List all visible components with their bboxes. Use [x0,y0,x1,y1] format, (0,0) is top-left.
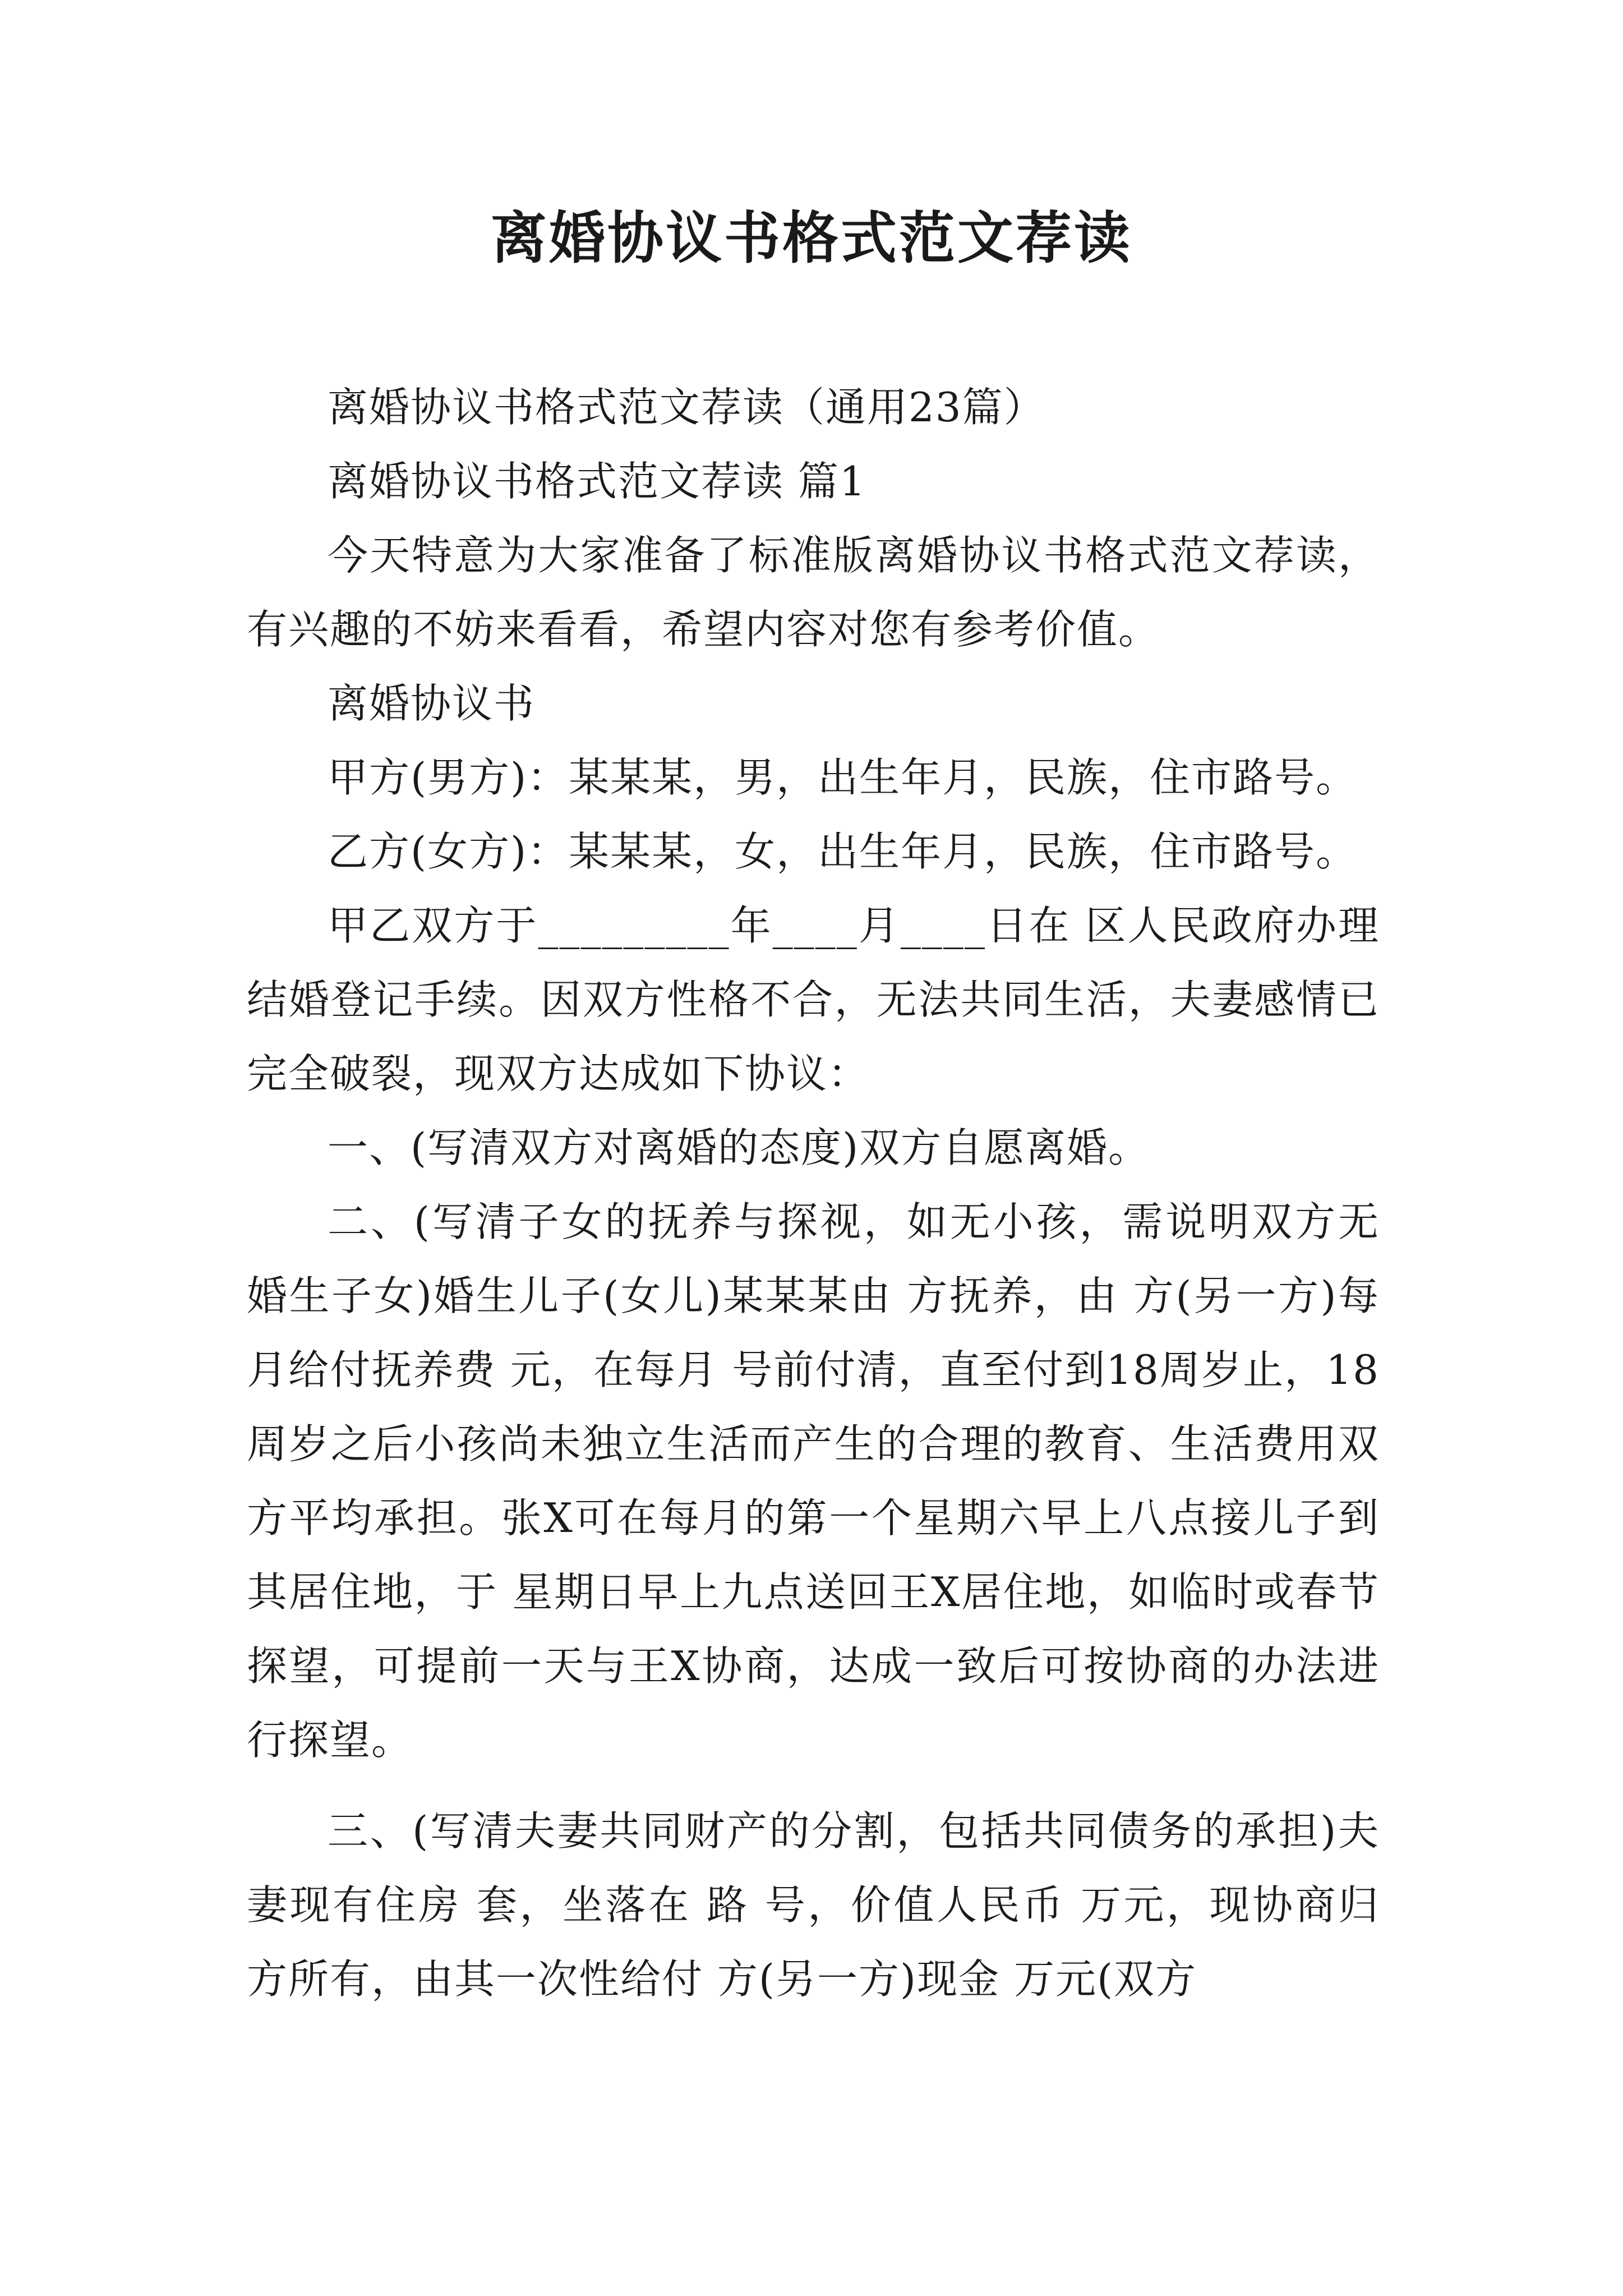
paragraph-clause-3: 三、(写清夫妻共同财产的分割，包括共同债务的承担)夫妻现有住房 套，坐落在 路 号，价值人民币 万元，现协商归 方所有，由其一次性给付 方(另一方)现金 万元(双方 [247,1807,1380,2003]
paragraph-clause-2: 二、(写清子女的抚养与探视，如无小孩，需说明双方无婚生子女)婚生儿子(女儿)某某某由 方抚养，由 方(另一方)每月给付抚养费 元，在每月 号前付清，直至付到18周岁止，18 周岁之后小孩尚未独立生活而产生的合理的教育、生活费用双方平均承担。张X可在每月的第一个星期六早上八点接儿子到其居住地，于 星期日早上九点送回王X居住地，如临时或春节探望，可提前一天与王X协商，达成一致后可按协商的办法进行探望。 [247,1198,1380,1764]
paragraph-marriage-registration: 甲乙双方于_________年____月____日在 区人民政府办理结婚登记手续。因双方性格不合，无法共同生活，夫妻感情已完全破裂，现双方达成如下协议： [247,902,1380,1097]
paragraph-party-a: 甲方(男方)：某某某，男，出生年月，民族，住市路号。 [328,754,1358,801]
paragraph-party-b: 乙方(女方)：某某某，女，出生年月，民族，住市路号。 [328,828,1358,875]
paragraph-subtitle: 离婚协议书格式范文荐读（通用23篇） [328,384,1045,431]
paragraph-section-heading: 离婚协议书格式范文荐读 篇1 [328,458,866,505]
document-title: 离婚协议书格式范文荐读 [491,205,1132,271]
document-body [247,370,1380,2016]
paragraph-agreement-heading: 离婚协议书 [328,680,536,727]
paragraph-clause-1: 一、(写清双方对离婚的态度)双方自愿离婚。 [328,1124,1150,1171]
paragraph-intro: 今天特意为大家准备了标准版离婚协议书格式范文荐读，有兴趣的不妨来看看，希望内容对您有参考价值。 [247,532,1380,653]
